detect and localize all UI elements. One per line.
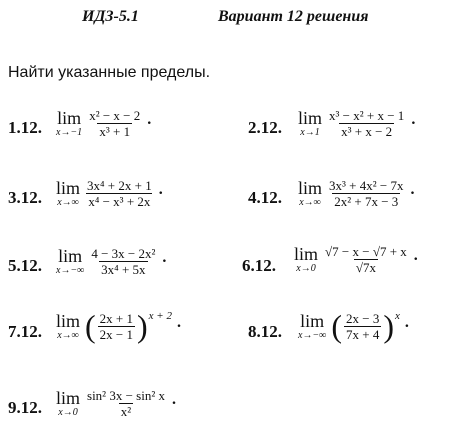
- exponent: x: [394, 310, 400, 322]
- fraction: [85, 178, 154, 209]
- limit-expression: lim x→−1 $\frac{\text{x² − x − 2}}{\text{x³ + 1}}$ .: [56, 108, 152, 139]
- fraction: [89, 246, 157, 277]
- exponent: x + 2: [148, 310, 172, 322]
- numerator: 2x + 1: [99, 310, 134, 326]
- numerator: √7 − x − √7 + x: [325, 244, 407, 259]
- denominator: 3x⁴ + 5x: [101, 262, 146, 277]
- fraction: [98, 311, 135, 342]
- denominator: 7x + 4: [345, 326, 380, 342]
- limit-operator: lim x→∞: [298, 178, 323, 208]
- limit-operator: lim x→−∞: [56, 246, 85, 276]
- problem-number: 5.12.: [8, 256, 42, 275]
- problem-number: 2.12.: [248, 118, 282, 137]
- limit-expression: lim x→−∞ ( $\frac{2x - 3}{7x + 4}$ ) x .: [298, 308, 409, 344]
- problem-number: 6.12.: [242, 256, 276, 275]
- limit-operator: lim x→∞: [56, 178, 81, 208]
- fraction: [323, 244, 409, 275]
- fraction: [344, 311, 381, 342]
- numerator: x² − x − 2: [89, 108, 141, 123]
- variant-label: Вариант 12 решения: [218, 8, 369, 25]
- numerator: x³ − x² + x − 1: [329, 108, 405, 123]
- limit-expression: lim x→−∞ $\frac{\text{4 − 3x − 2x²}}{\text{3x⁴ + 5x}}$ .: [56, 246, 167, 277]
- denominator: x³ + x − 2: [341, 124, 393, 139]
- problem-number: 4.12.: [248, 188, 282, 207]
- problem-number: 8.12.: [248, 322, 282, 341]
- instruction-text: Найти указанные пределы.: [8, 64, 211, 81]
- fraction: [327, 178, 405, 209]
- limit-expression: lim x→0 $\frac{\text{sin² 3x − sin² x}}{\text{x²}}$ .: [56, 388, 176, 419]
- fraction: [87, 108, 142, 139]
- limit-operator: lim x→∞: [56, 310, 81, 341]
- problem-number: 3.12.: [8, 188, 42, 207]
- limit-operator: lim x→1: [298, 108, 323, 138]
- problem-number: 1.12.: [8, 118, 42, 137]
- limit-expression: lim x→1 $\frac{\text{x³ − x² + x − 1}}{\text{x³ + x − 2}}$ .: [298, 108, 416, 139]
- numerator: 4 − 3x − 2x²: [91, 246, 156, 261]
- limit-operator: lim x→0: [294, 244, 319, 274]
- limit-expression: lim x→0 $\frac{√7 - x - √7 + x}{√7x}$ .: [294, 244, 418, 275]
- denominator: 2x − 1: [99, 326, 134, 342]
- denominator: √7x: [355, 260, 376, 275]
- fraction: [85, 388, 167, 419]
- limit-expression: lim x→∞ $\frac{\text{3x³ + 4x² − 7x}}{\text{2x² + 7x − 3}}$ .: [298, 178, 415, 209]
- denominator: x³ + 1: [99, 124, 131, 139]
- denominator: 2x² + 7x − 3: [334, 194, 399, 209]
- limit-operator: lim x→−1: [56, 108, 83, 138]
- limit-expression: lim x→∞ ( $\frac{2x + 1}{2x - 1}$ ) x + 2 .: [56, 308, 181, 344]
- problem-number: 9.12.: [8, 398, 42, 417]
- limit-expression: lim x→∞ $\frac{\text{3x⁴ + 2x + 1}}{\text{x⁴ − x³ + 2x}}$ .: [56, 178, 163, 209]
- denominator: x²: [120, 404, 132, 419]
- numerator: 3x³ + 4x² − 7x: [329, 178, 404, 193]
- numerator: sin² 3x − sin² x: [87, 388, 165, 403]
- numerator: 3x⁴ + 2x + 1: [87, 178, 152, 193]
- limit-operator: lim x→−∞: [298, 310, 327, 341]
- denominator: x⁴ − x³ + 2x: [88, 194, 151, 209]
- numerator: 2x − 3: [345, 310, 380, 326]
- problem-number: 7.12.: [8, 322, 42, 341]
- document-title: ИДЗ-5.1: [82, 8, 139, 25]
- fraction: [327, 108, 406, 139]
- limit-operator: lim x→0: [56, 388, 81, 418]
